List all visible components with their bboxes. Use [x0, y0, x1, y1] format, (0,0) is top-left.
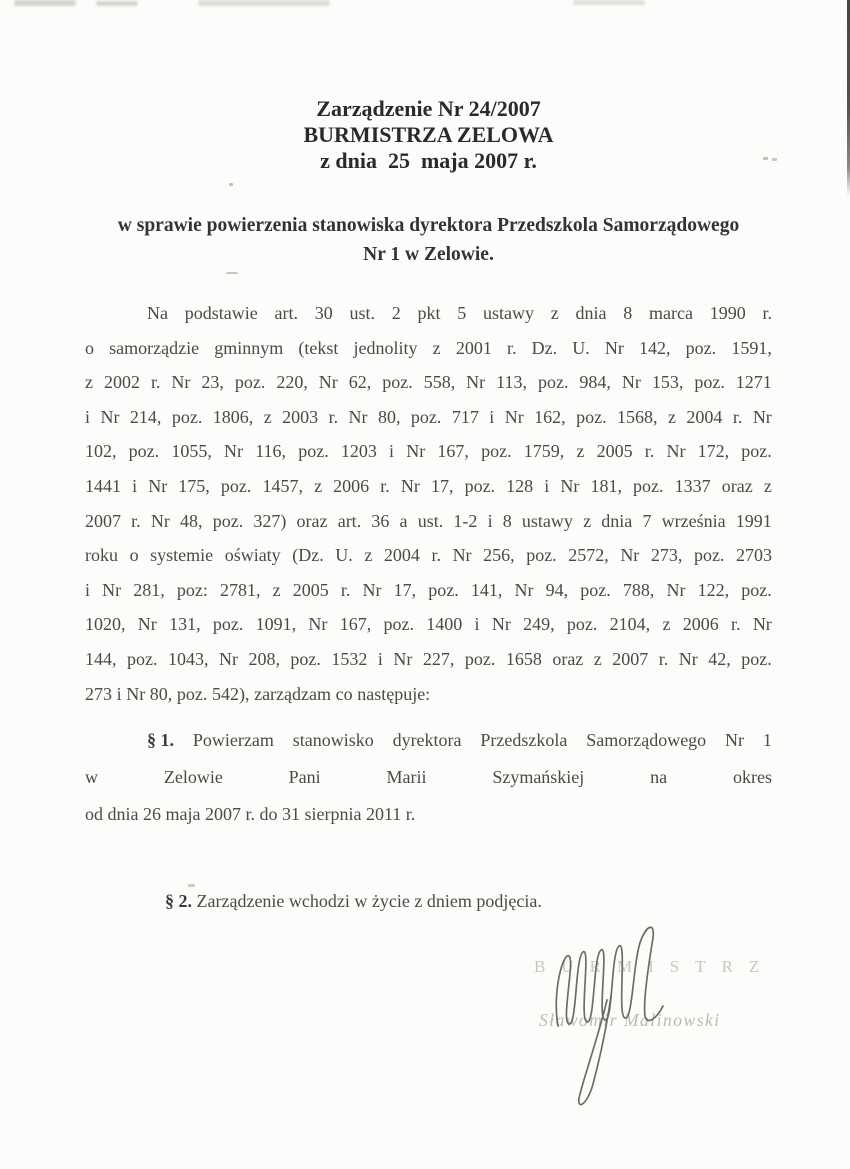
word: 1337 — [674, 475, 711, 496]
word: 128 — [506, 475, 534, 496]
word: o — [85, 337, 94, 358]
word: poz. — [464, 648, 496, 669]
word: 8 — [502, 510, 512, 531]
word: na — [650, 767, 668, 787]
word: roku — [85, 545, 118, 566]
legal-basis-line — [85, 677, 772, 712]
word: Marii — [386, 767, 427, 787]
word: 2 — [391, 303, 401, 323]
word: r. — [131, 510, 141, 531]
word: Nr — [318, 372, 338, 393]
legal-basis-paragraph — [85, 296, 772, 711]
word: (tekst — [298, 337, 339, 358]
word: poz. — [566, 614, 598, 635]
word: (Dz. — [292, 545, 324, 566]
word: poz. — [526, 545, 557, 566]
word: § 1. — [147, 730, 174, 750]
word: 2006 — [333, 475, 370, 496]
word: art. — [337, 510, 362, 531]
scan-artifact — [226, 272, 238, 274]
word: z — [576, 441, 585, 462]
section-1-line-3: od dnia 26 maja 2007 r. do 31 sierpnia 2011 r. — [85, 804, 416, 824]
word: 2005 — [596, 441, 633, 462]
word: Nr — [348, 406, 368, 427]
word: Nr — [406, 441, 426, 462]
word: 1759, — [523, 441, 565, 462]
word: r. — [731, 614, 741, 635]
subject-line: Nr 1 w Zelowie. — [363, 243, 494, 265]
word: poz. — [694, 372, 725, 393]
word: 1091, — [255, 614, 297, 635]
word: i — [489, 406, 495, 427]
word: zarządzam — [254, 683, 332, 704]
section-1 — [85, 722, 772, 833]
word: 167, — [437, 441, 469, 462]
word: r. — [380, 475, 390, 496]
word: 172, — [697, 441, 730, 462]
word: Pani — [288, 767, 321, 787]
title-line: Zarządzenie Nr 24/2007 — [316, 96, 541, 121]
word: Nr — [621, 372, 641, 393]
word: i — [85, 579, 91, 600]
word: 80, — [377, 406, 401, 427]
legal-basis-line — [85, 538, 772, 573]
word: 48, — [180, 510, 203, 531]
word: 2004 — [383, 545, 420, 566]
section-2-marker: § 2. — [165, 891, 192, 911]
legal-basis-line — [85, 607, 772, 642]
word: Na — [147, 303, 168, 323]
word: 2781, — [220, 579, 261, 600]
title-line: z dnia 25 maja 2007 r. — [320, 148, 537, 173]
word: dnia — [601, 510, 633, 531]
word: poz. — [212, 614, 244, 635]
word: 42, — [708, 648, 731, 669]
word: Szymańskiej — [492, 767, 585, 787]
word: 153, — [651, 372, 684, 393]
word: Powierzam — [192, 730, 274, 750]
word: 1043, — [167, 648, 209, 669]
word: z — [314, 475, 323, 496]
word: i — [116, 683, 122, 704]
word: Nr — [452, 545, 472, 566]
word: z — [667, 406, 676, 427]
word: 2002 — [103, 372, 140, 393]
word: Nr — [102, 579, 122, 600]
word: 214, — [129, 406, 162, 427]
word: poz. — [537, 372, 569, 393]
word: i — [389, 441, 395, 462]
word: Nr — [560, 475, 580, 496]
word: z — [272, 579, 281, 600]
word: gminnym — [214, 337, 284, 358]
word: ustawy — [483, 303, 534, 323]
word: 2007 — [612, 648, 649, 669]
word: co — [335, 683, 353, 704]
word: w — [85, 767, 98, 787]
word: i — [474, 614, 480, 635]
word: U. — [335, 545, 353, 566]
word: stanowisko — [292, 730, 374, 750]
word: 8 — [623, 303, 633, 323]
word: Zelowie — [163, 767, 223, 787]
word: 717 — [451, 406, 479, 427]
word: Nr — [491, 614, 511, 635]
word: 2001 — [455, 337, 492, 358]
ordinance-subject — [85, 212, 772, 269]
scan-artifact — [96, 1, 138, 6]
word: r. — [762, 303, 772, 323]
word: 2006 — [682, 614, 719, 635]
word: 181, — [590, 475, 622, 496]
word: 2572, — [568, 545, 609, 566]
section-2-text: Zarządzenie wchodzi w życie z dniem podjęcia. — [192, 891, 542, 911]
word: 116, — [255, 441, 287, 462]
word: 1658 — [505, 648, 542, 669]
word: poz. — [290, 648, 321, 669]
word: 1-2 — [453, 510, 478, 531]
word: oraz — [296, 510, 328, 531]
word: 175, — [178, 475, 210, 496]
word: poz. — [382, 372, 413, 393]
word: Nr — [150, 510, 170, 531]
word: poz. — [741, 579, 772, 600]
word: poz. — [633, 475, 664, 496]
title-line: BURMISTRZA ZELOWA — [303, 122, 554, 147]
word: z — [364, 545, 373, 566]
word: a — [399, 510, 408, 531]
word: 1020, — [85, 614, 126, 635]
word: Nr — [666, 441, 686, 462]
word: Nr — [100, 406, 120, 427]
word: Nr — [148, 475, 168, 496]
word: 1203 — [340, 441, 377, 462]
word: i — [487, 510, 493, 531]
word: jednolity — [353, 337, 418, 358]
word: r. — [328, 406, 339, 427]
word: r. — [340, 579, 351, 600]
word: podstawie — [184, 303, 258, 323]
word: Nr — [620, 545, 640, 566]
word: Nr — [393, 648, 413, 669]
word: 1806, — [212, 406, 254, 427]
word: 1457, — [262, 475, 303, 496]
word: 7 — [642, 510, 652, 531]
word: Nr — [514, 579, 534, 600]
scan-artifact — [573, 0, 645, 5]
word: 2003 — [282, 406, 319, 427]
word: pkt — [417, 303, 441, 323]
word: z — [263, 406, 272, 427]
signature-name-stamp: Sławomir Malinowski — [539, 1010, 721, 1030]
word: r. — [150, 372, 161, 393]
word: poz. — [298, 441, 329, 462]
word: U. — [572, 337, 590, 358]
word: Nr — [752, 614, 772, 635]
word: Nr — [171, 372, 191, 393]
subject-line: w sprawie powierzenia stanowiska dyrektora Przedszkola Samorządowego — [117, 215, 740, 236]
word: poz. — [410, 406, 442, 427]
word: Nr — [224, 441, 244, 462]
word: 1990 — [709, 303, 746, 323]
legal-basis-line — [85, 573, 772, 608]
word: 1 — [762, 730, 772, 750]
word: 2104, — [609, 614, 651, 635]
word: 122, — [697, 579, 730, 600]
word: 220, — [276, 372, 308, 393]
word: oraz — [721, 475, 753, 496]
word: 281, — [133, 579, 165, 600]
word: Nr — [400, 475, 420, 496]
word: 273 — [85, 683, 112, 704]
word: poz. — [220, 475, 252, 496]
word: 1532 — [331, 648, 368, 669]
word: 80, — [149, 683, 173, 704]
word: 208, — [248, 648, 280, 669]
word: września — [661, 510, 726, 531]
word: z — [550, 303, 559, 323]
word: poz. — [481, 441, 512, 462]
word: dyrektora — [392, 730, 462, 750]
word: r. — [658, 648, 669, 669]
word: Nr — [725, 730, 745, 750]
word: Nr — [678, 648, 698, 669]
word: 62, — [348, 372, 372, 393]
scan-artifact — [198, 0, 330, 6]
word: r. — [732, 406, 743, 427]
word: Przedszkola — [480, 730, 568, 750]
word: poz. — [428, 579, 459, 600]
word: Samorządowego — [586, 730, 707, 750]
word: poz. — [212, 510, 244, 531]
ordinance-title — [85, 96, 772, 174]
word: 162, — [534, 406, 566, 427]
word: poz. — [580, 579, 611, 600]
word: Nr — [666, 579, 686, 600]
word: systemie — [150, 545, 214, 566]
word: poz. — [234, 372, 266, 393]
word: poz. — [176, 683, 208, 704]
word: Nr — [137, 614, 157, 635]
word: z — [432, 337, 441, 358]
word: o — [129, 545, 139, 566]
word: poz: — [176, 579, 208, 600]
word: Nr — [604, 337, 624, 358]
word: poz. — [383, 614, 414, 635]
word: samorządzie — [109, 337, 200, 358]
word: 227, — [422, 648, 455, 669]
word: ustawy — [521, 510, 573, 531]
legal-basis-line — [85, 400, 772, 435]
word: Nr — [362, 579, 382, 600]
word: z — [593, 648, 602, 669]
word: 1568, — [617, 406, 658, 427]
legal-basis-line — [85, 469, 772, 504]
word: 102, — [85, 441, 117, 462]
word: 142, — [639, 337, 671, 358]
word: Nr — [218, 648, 238, 669]
word: 327) — [253, 510, 287, 531]
word: poz. — [128, 441, 160, 462]
word: Nr — [466, 372, 486, 393]
word: 984, — [579, 372, 611, 393]
word: 788, — [622, 579, 655, 600]
word: poz. — [171, 406, 203, 427]
word: 17, — [430, 475, 454, 496]
word: 2005 — [292, 579, 329, 600]
scan-artifact — [14, 0, 76, 6]
word: 256, — [483, 545, 515, 566]
word: 2004 — [686, 406, 723, 427]
word: 94, — [545, 579, 569, 600]
word: 1591, — [731, 337, 772, 358]
word: z — [85, 372, 93, 393]
word: z — [662, 614, 671, 635]
legal-basis-line — [85, 504, 772, 539]
word: poz. — [685, 337, 717, 358]
word: poz. — [464, 475, 496, 496]
word: poz. — [576, 406, 607, 427]
word: 558, — [423, 372, 456, 393]
legal-basis-line — [85, 365, 772, 400]
word: Nr — [126, 683, 146, 704]
legal-basis-line — [85, 331, 772, 366]
word: 542), — [211, 683, 250, 704]
word: ust. — [417, 510, 444, 531]
word: i — [132, 475, 138, 496]
word: i — [377, 648, 383, 669]
word: 17, — [393, 579, 417, 600]
word: dnia — [575, 303, 607, 323]
word: poz. — [741, 441, 772, 462]
word: oświaty — [224, 545, 281, 566]
word: okres — [732, 767, 772, 787]
section-1-line-1 — [85, 722, 772, 759]
legal-basis-line — [85, 296, 772, 331]
word: r. — [506, 337, 517, 358]
word: z — [763, 475, 772, 496]
word: Nr — [752, 406, 772, 427]
word: Dz. — [531, 337, 558, 358]
word: 141, — [470, 579, 503, 600]
word: 131, — [169, 614, 201, 635]
word: 273, — [650, 545, 683, 566]
word: 30 — [314, 303, 333, 323]
word: r. — [431, 545, 441, 566]
word: 249, — [523, 614, 555, 635]
scan-artifact — [229, 183, 233, 186]
word: 144, — [85, 648, 117, 669]
word: ust. — [349, 303, 375, 323]
word: 1055, — [171, 441, 212, 462]
word: r. — [644, 441, 655, 462]
signature-role-stamp: BURMISTRZ — [534, 957, 776, 976]
word: poz. — [693, 545, 725, 566]
word: i — [544, 475, 550, 496]
word: 5 — [457, 303, 467, 323]
word: 1991 — [735, 510, 772, 531]
word: 1441 — [85, 475, 121, 496]
word: następuje: — [357, 683, 431, 704]
word: 36 — [371, 510, 390, 531]
word: z — [583, 510, 592, 531]
word: 1400 — [426, 614, 463, 635]
word: marca — [649, 303, 693, 323]
word: art. — [274, 303, 298, 323]
word: 167, — [339, 614, 372, 635]
word: 1271 — [735, 372, 772, 393]
legal-basis-line — [85, 642, 772, 677]
word: poz. — [126, 648, 158, 669]
legal-basis-line — [85, 434, 772, 469]
word: 2703 — [736, 545, 772, 566]
word: 113, — [496, 372, 527, 393]
word: 23, — [201, 372, 224, 393]
word: oraz — [552, 648, 584, 669]
handwritten-signature — [545, 918, 675, 1118]
word: Nr — [308, 614, 328, 635]
word: i — [85, 406, 91, 427]
word: 2007 — [85, 510, 121, 531]
section-1-line-2 — [85, 759, 772, 796]
word: poz. — [741, 648, 772, 669]
word: Nr — [504, 406, 524, 427]
